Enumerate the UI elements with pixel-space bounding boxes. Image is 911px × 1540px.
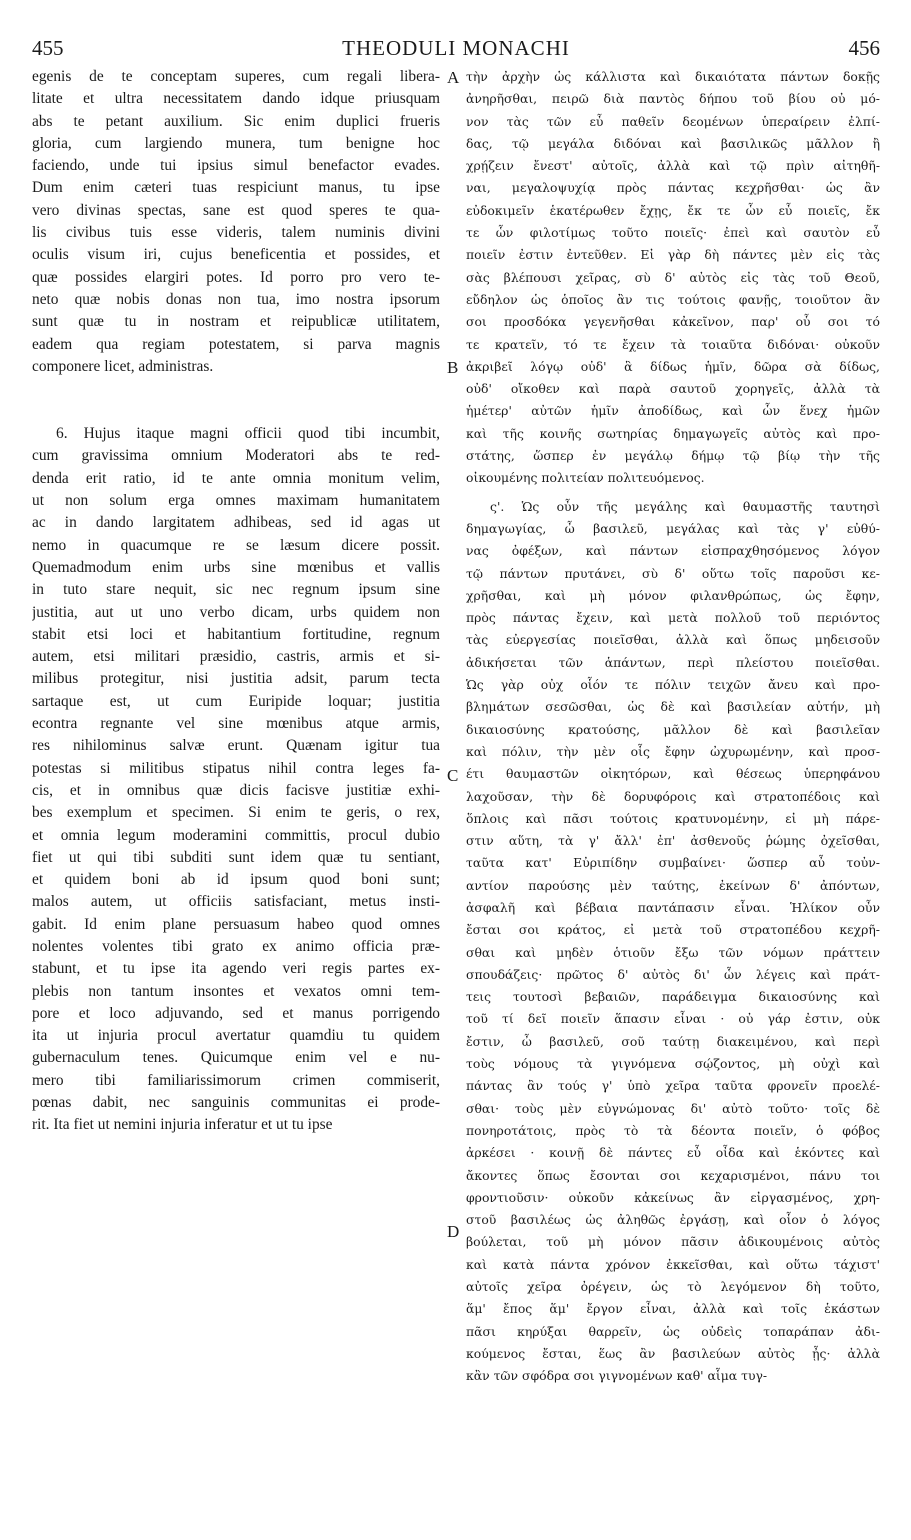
- text-line: econtra regnante vel sine mœnibus atque armis,: [32, 715, 440, 733]
- greek-paragraph-2: [466, 496, 880, 1388]
- text-line: ἅμ' ἔπος ἅμ' ἔργον εἶναι, ἀλλὰ καὶ τοῖς ἑκάστων: [466, 1301, 880, 1317]
- text-line: ἀκριβεῖ λόγῳ οὐδ' ἃ δίδως ἡμῖν, δῶρα σὰ δίδως,: [466, 358, 880, 374]
- text-line: οὐδ' οἴκοθεν καὶ παρὰ σαυτοῦ χορηγεῖς, ἀλλὰ τὰ: [466, 381, 880, 397]
- latin-column: [32, 66, 440, 1137]
- text-line: χρῄζειν ἔνεστ' αὐτοῖς, ἀλλὰ καὶ τῷ πρὶν αἰτηθῆ-: [466, 158, 880, 174]
- text-line: res nihilominus salvæ erunt. Quænam igitur tua: [32, 737, 440, 755]
- text-line: φροντιοῦσιν· οὐκοῦν κἀκείνως ἂν εἰργασμένος, χρη-: [466, 1189, 880, 1205]
- text-line: τὰς εὐεργεσίας ποιεῖσθαι, ἀλλὰ καὶ ὅπως μηδεισοῦν: [466, 632, 880, 648]
- text-line: σπουδάζεις· πρῶτος δ' αὐτὸς δι' ὧν λέγεις καὶ πράτ-: [466, 966, 880, 982]
- text-line: πονηροτάτοις, πρὸς τὸ τὰ δέοντα ποιεῖν, ὁ φόβος: [466, 1122, 880, 1138]
- text-line: cis, et in omnibus quæ dicis facisve justitiæ exhi-: [32, 781, 440, 799]
- text-line: πρὸς πάντας ἔχειν, καὶ μετὰ πολλοῦ τοῦ περιόντος: [466, 610, 880, 626]
- running-title: THEODULI MONACHI: [342, 36, 570, 60]
- text-line: gubernaculum tenes. Quicumque enim vel e nu-: [32, 1049, 440, 1067]
- text-line: τε κρατεῖν, τό τε ἔχειν τὰ τοιαῦτα διδόναι· οὐκοῦν: [466, 336, 880, 352]
- text-line: stabit etsi loci et habitantium fortitudine, regnum: [32, 625, 440, 643]
- text-line: potestas si militibus stipatus nihil contra leges fa-: [32, 759, 440, 777]
- text-line: ἄκοντες ὅπως ἔσονται σοι κεχαρισμένοι, πάνυ τοι: [466, 1167, 880, 1183]
- text-line: litate et ultra necessitatem dando idque priusquam: [32, 90, 440, 108]
- text-line: sunt quæ tu in nostram et reipublicæ utilitatem,: [32, 313, 440, 331]
- text-line: αὐτοῖς χεῖρα ὀρέγειν, ὡς τὸ λεγόμενον δὴ τοῦτο,: [466, 1279, 880, 1295]
- text-line: egenis de te conceptam superes, cum regali libera-: [32, 68, 440, 85]
- text-line: lis civibus tuis esse videris, talem numinis divini: [32, 224, 440, 242]
- latin-paragraph-1: [32, 66, 440, 378]
- text-line: τῷ πάντων πρυτάνει, σὺ δ' οὕτω τοῖς παροῦσι κε-: [466, 565, 880, 581]
- text-line: ἔστιν, ὦ βασιλεῦ, σοῦ ταύτῃ διακειμένου, καὶ περὶ: [466, 1033, 880, 1049]
- text-line: χρῆσθαι, καὶ μὴ μόνον φιλανθρώπως, ὡς ἔφην,: [466, 587, 880, 603]
- text-line: nemo in quacumque re se læsum dicere possit.: [32, 536, 440, 554]
- latin-paragraph-2: [32, 423, 440, 1137]
- text-line: milibus protegitur, nisi justitia adsit, parum tecta: [32, 670, 440, 688]
- text-line: ταῦτα κατ' Εὐριπίδην συμβαίνει· ὥσπερ αὖ τοὐν-: [466, 855, 880, 871]
- margin-marker-d: D: [447, 1222, 460, 1241]
- text-line: πᾶσι κηρύξαι θαρρεῖν, ὡς οὐδεὶς τοπαράπαν ἀδι-: [466, 1323, 880, 1339]
- text-line: Ὡς γὰρ οὐχ οἷόν τε πόλιν τειχῶν ἄνευ καὶ προ-: [466, 677, 880, 693]
- text-line: pœnas dabit, nec sanguinis communitas ei prode-: [32, 1094, 440, 1112]
- text-line: κούμενος ἔσται, ἕως ἂν βασιλεύων αὐτὸς ᾖς· ἀλλὰ: [466, 1345, 880, 1361]
- text-line: faciendo, unde tui ipsius simul benefactor evades.: [32, 157, 440, 175]
- text-line: εὔδηλον ὡς ὁποῖος ἂν τις τούτοις φανῇς, τοιοῦτον ἂν: [466, 291, 880, 307]
- text-line: τεις τουτοσὶ βεβαιῶν, παράδειγμα δικαιοσύνης καὶ: [466, 989, 880, 1005]
- text-line: gabit. Id enim plane persuasum habeo quod omnes: [32, 915, 440, 933]
- text-line: τὴν ἀρχὴν ὡς κάλλιστα καὶ δικαιότατα πάντων δοκῇς: [466, 69, 880, 84]
- text-line: stabunt, et tu ipse ita agendo veri regis partes ex-: [32, 960, 440, 978]
- text-line: quæ possides elargiri potes. Id porro pro vero te-: [32, 268, 440, 286]
- text-line: pore et loco adjuvando, sed et manus porrigendo: [32, 1004, 440, 1022]
- text-line: καὶ πόλιν, τὴν μὲν οἷς ἔφην ὠχυρωμένην, καὶ προσ-: [466, 743, 880, 759]
- text-line: τε ὧν φιλοτίμως τοῦτο ποιεῖς· ἐπεὶ καὶ σαυτὸν εὖ: [466, 225, 880, 241]
- text-line: νον τὰς τῶν εὖ παθεῖν δεομένων ὑπεραίρειν ἐλπί-: [466, 113, 880, 129]
- text-line: κἂν τῶν σφόδρα σοι γιγνομένων καθ' αἷμα τυγ-: [466, 1368, 768, 1384]
- greek-paragraph-1: [466, 66, 880, 490]
- text-line: gloria, cum largiendo munera, tum benigne hoc: [32, 134, 440, 152]
- text-line: Dum enim cæteri tuas respiciunt manus, tu ipse: [32, 179, 440, 197]
- text-line: βλημάτων σεσῶσθαι, ὡς δὲ καὶ βασιλείαν αὐτήν, μὴ: [466, 699, 880, 715]
- text-line: abs te petant auxilium. Sic enim duplici frueris: [32, 112, 440, 130]
- text-line: βούλεται, τοῦ μὴ μόνον πᾶσιν ἀδικουμένοις αὐτὸς: [466, 1234, 880, 1250]
- text-line: sartaque est, ut cum Euripide loquar; justitia: [32, 692, 440, 710]
- text-line: rit. Ita fiet ut nemini injuria inferatur et ut tu ipse: [32, 1116, 333, 1134]
- text-line: λαχοῦσαν, τὴν δὲ δορυφόροις καὶ στρατοπέδοις καὶ: [466, 788, 880, 804]
- text-line: ita ut injuria procul avertatur quamdiu tu quidem: [32, 1027, 440, 1045]
- text-line: 6. Hujus itaque magni officii quod tibi incumbit,: [56, 425, 440, 443]
- text-line: cum gravissima omnium Moderatori abs te red-: [32, 447, 440, 465]
- text-line: nolentes volentes tibi grato ex animo officia præ-: [32, 937, 440, 955]
- text-line: ἀδικήσεται τῶν ἁπάντων, περὶ πλείστου ποιεῖσθαι.: [466, 654, 880, 670]
- text-line: justitia, aut ut uno verbo dicam, urbs quidem non: [32, 603, 440, 621]
- text-line: et omnia legum moderamini committis, procul dubio: [32, 826, 440, 844]
- text-line: δας, τῷ μεγάλα διδόναι καὶ βασιλικῶς μᾶλλον ἢ: [466, 135, 880, 151]
- text-line: ἀσφαλῆ καὶ βέβαια παντάπασιν εἶναι. Ἡλίκον οὖν: [466, 899, 880, 915]
- text-line: oculis visum iri, cujus beneficentia et possides, et: [32, 246, 440, 264]
- text-line: denda erit ratio, id te ante omnia monitum velim,: [32, 469, 440, 487]
- text-line: νας ὀφέξων, καὶ πάντων εἰσπραχθησόμενος λόγον: [466, 543, 880, 559]
- text-line: στάτης, ὥσπερ ἐν μεγάλῳ δήμῳ τῷ βίῳ τὴν τῆς: [466, 448, 880, 464]
- text-line: ναι, μεγαλοψυχίᾳ πρὸς πάντας κεχρῆσθαι· ὡς ἂν: [466, 180, 880, 196]
- text-line: bes exemplum et specimen. Si enim te geris, o rex,: [32, 804, 440, 822]
- text-line: δημαγωγίας, ὦ βασιλεῦ, μεγάλας καὶ τὰς γ' εὐθύ-: [466, 520, 880, 536]
- text-line: ποιεῖν ἐστιν ἐντεῦθεν. Εἰ γὰρ δὴ πάντες μὲν εἰς τὰς: [466, 247, 880, 263]
- text-line: αντίον παρούσης μὲν ταύτης, ἐκείνων δ' ἀπόντων,: [466, 877, 880, 893]
- text-line: ὅπλοις καὶ πᾶσι τούτοις κρατυνομένην, εἰ μὴ πάρε-: [466, 810, 880, 826]
- text-line: έτι θαυμαστῶν οἰκητόρων, καὶ θέσεως ὑπερηφάνου: [466, 766, 880, 782]
- text-line: σθαι καὶ μηδὲν ὁτιοῦν ἔξω τῶν νόμων πράττειν: [466, 944, 880, 960]
- text-line: σὰς βλέπουσι χεῖρας, σὺ δ' αὐτὸς εἰς τὰς τοῦ Θεοῦ,: [466, 269, 880, 285]
- running-header: [32, 36, 880, 62]
- text-line: τοῦ τί δεῖ ποιεῖν ἅπασιν εἶναι · οὐ γάρ ἐστιν, οὐκ: [466, 1011, 880, 1027]
- text-line: δικαιοσύνης κρατούσης, μᾶλλον δὲ καὶ βασιλεῖαν: [466, 721, 880, 737]
- greek-column: [466, 66, 880, 1388]
- text-line: ἔσται σοι κράτος, εἰ μετὰ τοῦ στρατοπέδου κεχρῆ-: [466, 922, 880, 938]
- text-line: et quidem boni ab id ipsum quod boni sunt;: [32, 871, 440, 889]
- text-line: neto quæ nobis donas non tua, imo nostra ipsorum: [32, 290, 440, 308]
- text-line: σθαι· τοὺς μὲν εὐγνώμονας δι' αὐτὸ τοῦτο· τοῖς δὲ: [466, 1100, 880, 1116]
- text-line: καὶ τῆς κοινῆς σωτηρίας δημαγωγεῖς αὐτὸς καὶ προ-: [466, 425, 880, 441]
- text-line: componere licet, administras.: [32, 357, 214, 375]
- margin-marker-c: C: [447, 766, 459, 785]
- text-line: σοι προσδόκα γεγενῆσθαι κἀκεῖνον, παρ' οὗ σοι τό: [466, 314, 880, 330]
- text-line: fiet ut qui tibi subditi sunt idem quæ tu sentiant,: [32, 848, 440, 866]
- text-line: ς'. Ὡς οὖν τῆς μεγάλης καὶ θαυμαστῆς ταυτησὶ: [490, 498, 880, 514]
- text-line: στοῦ βασιλέως ὡς ἀληθῶς ἐργάσῃ, καὶ οἷον ὁ λόγος: [466, 1212, 880, 1228]
- text-line: πάντας ἂν τούς γ' ὑπὸ χεῖρα ταῦτα φρονεῖν προελέ-: [466, 1078, 880, 1094]
- text-line: in tuto stare nequit, sic nec regnum ipsum sine: [32, 581, 440, 599]
- text-line: Quemadmodum enim urbs sine mœnibus et vallis: [32, 558, 440, 576]
- text-line: plebis non tantum insontes et vexatos omni tem-: [32, 982, 440, 1000]
- text-line: vero divinas spectas, sane est quod speres te qua-: [32, 201, 440, 219]
- text-line: malos autem, ut officiis satisfaciant, metus insti-: [32, 893, 440, 911]
- text-line: ac in dando largitatem adhibeas, sed id agas ut: [32, 514, 440, 532]
- text-line: στιν αὕτη, τὰ γ' ἄλλ' ἐπ' ἀσθενοῦς ῥώμης ὀχεῖσθαι,: [466, 833, 880, 849]
- text-line: ἀρκέσει · κοινῇ δὲ πάντες εὖ οἶδα καὶ ἑκόντες καὶ: [466, 1145, 880, 1161]
- text-line: ut non solum erga omnes maximam humanitatem: [32, 492, 440, 510]
- page-number-left: 455: [32, 36, 64, 60]
- text-line: τοὺς νόμους τὰ γιγνόμενα σῴζοντος, μὴ οὐχὶ καὶ: [466, 1056, 880, 1072]
- text-line: ἀνηρῆσθαι, πειρῶ διὰ παντὸς δήπου τοῦ βίου οὐ μό-: [466, 91, 880, 107]
- margin-marker-b: B: [447, 358, 459, 377]
- margin-marker-a: A: [447, 68, 460, 87]
- page-number-right: 456: [848, 36, 880, 60]
- text-line: autem, etsi militari præsidio, castris, armis et si-: [32, 648, 440, 666]
- text-line: οἰκουμένης πολιτείαν πολιτευόμενος.: [466, 470, 705, 486]
- text-line: ἡμέτερ' αὐτῶν ἡμῖν ἀποδίδως, καὶ ὧν ἕνεχ ἡμῶν: [466, 403, 880, 419]
- text-line: eadem qua regiam potestatem, si parva magnis: [32, 335, 440, 353]
- text-line: καὶ κατὰ πάντα χρόνον ἐκκεῖσθαι, καὶ οὕτω τάχιστ': [466, 1256, 880, 1272]
- text-line: εὐδοκιμεῖν ἑκατέρωθεν ἔχῃς, ἔκ τε ὧν εὖ ποιεῖς, ἔκ: [466, 202, 880, 218]
- text-line: mero tibi familiarissimorum crimen commiserit,: [32, 1071, 440, 1089]
